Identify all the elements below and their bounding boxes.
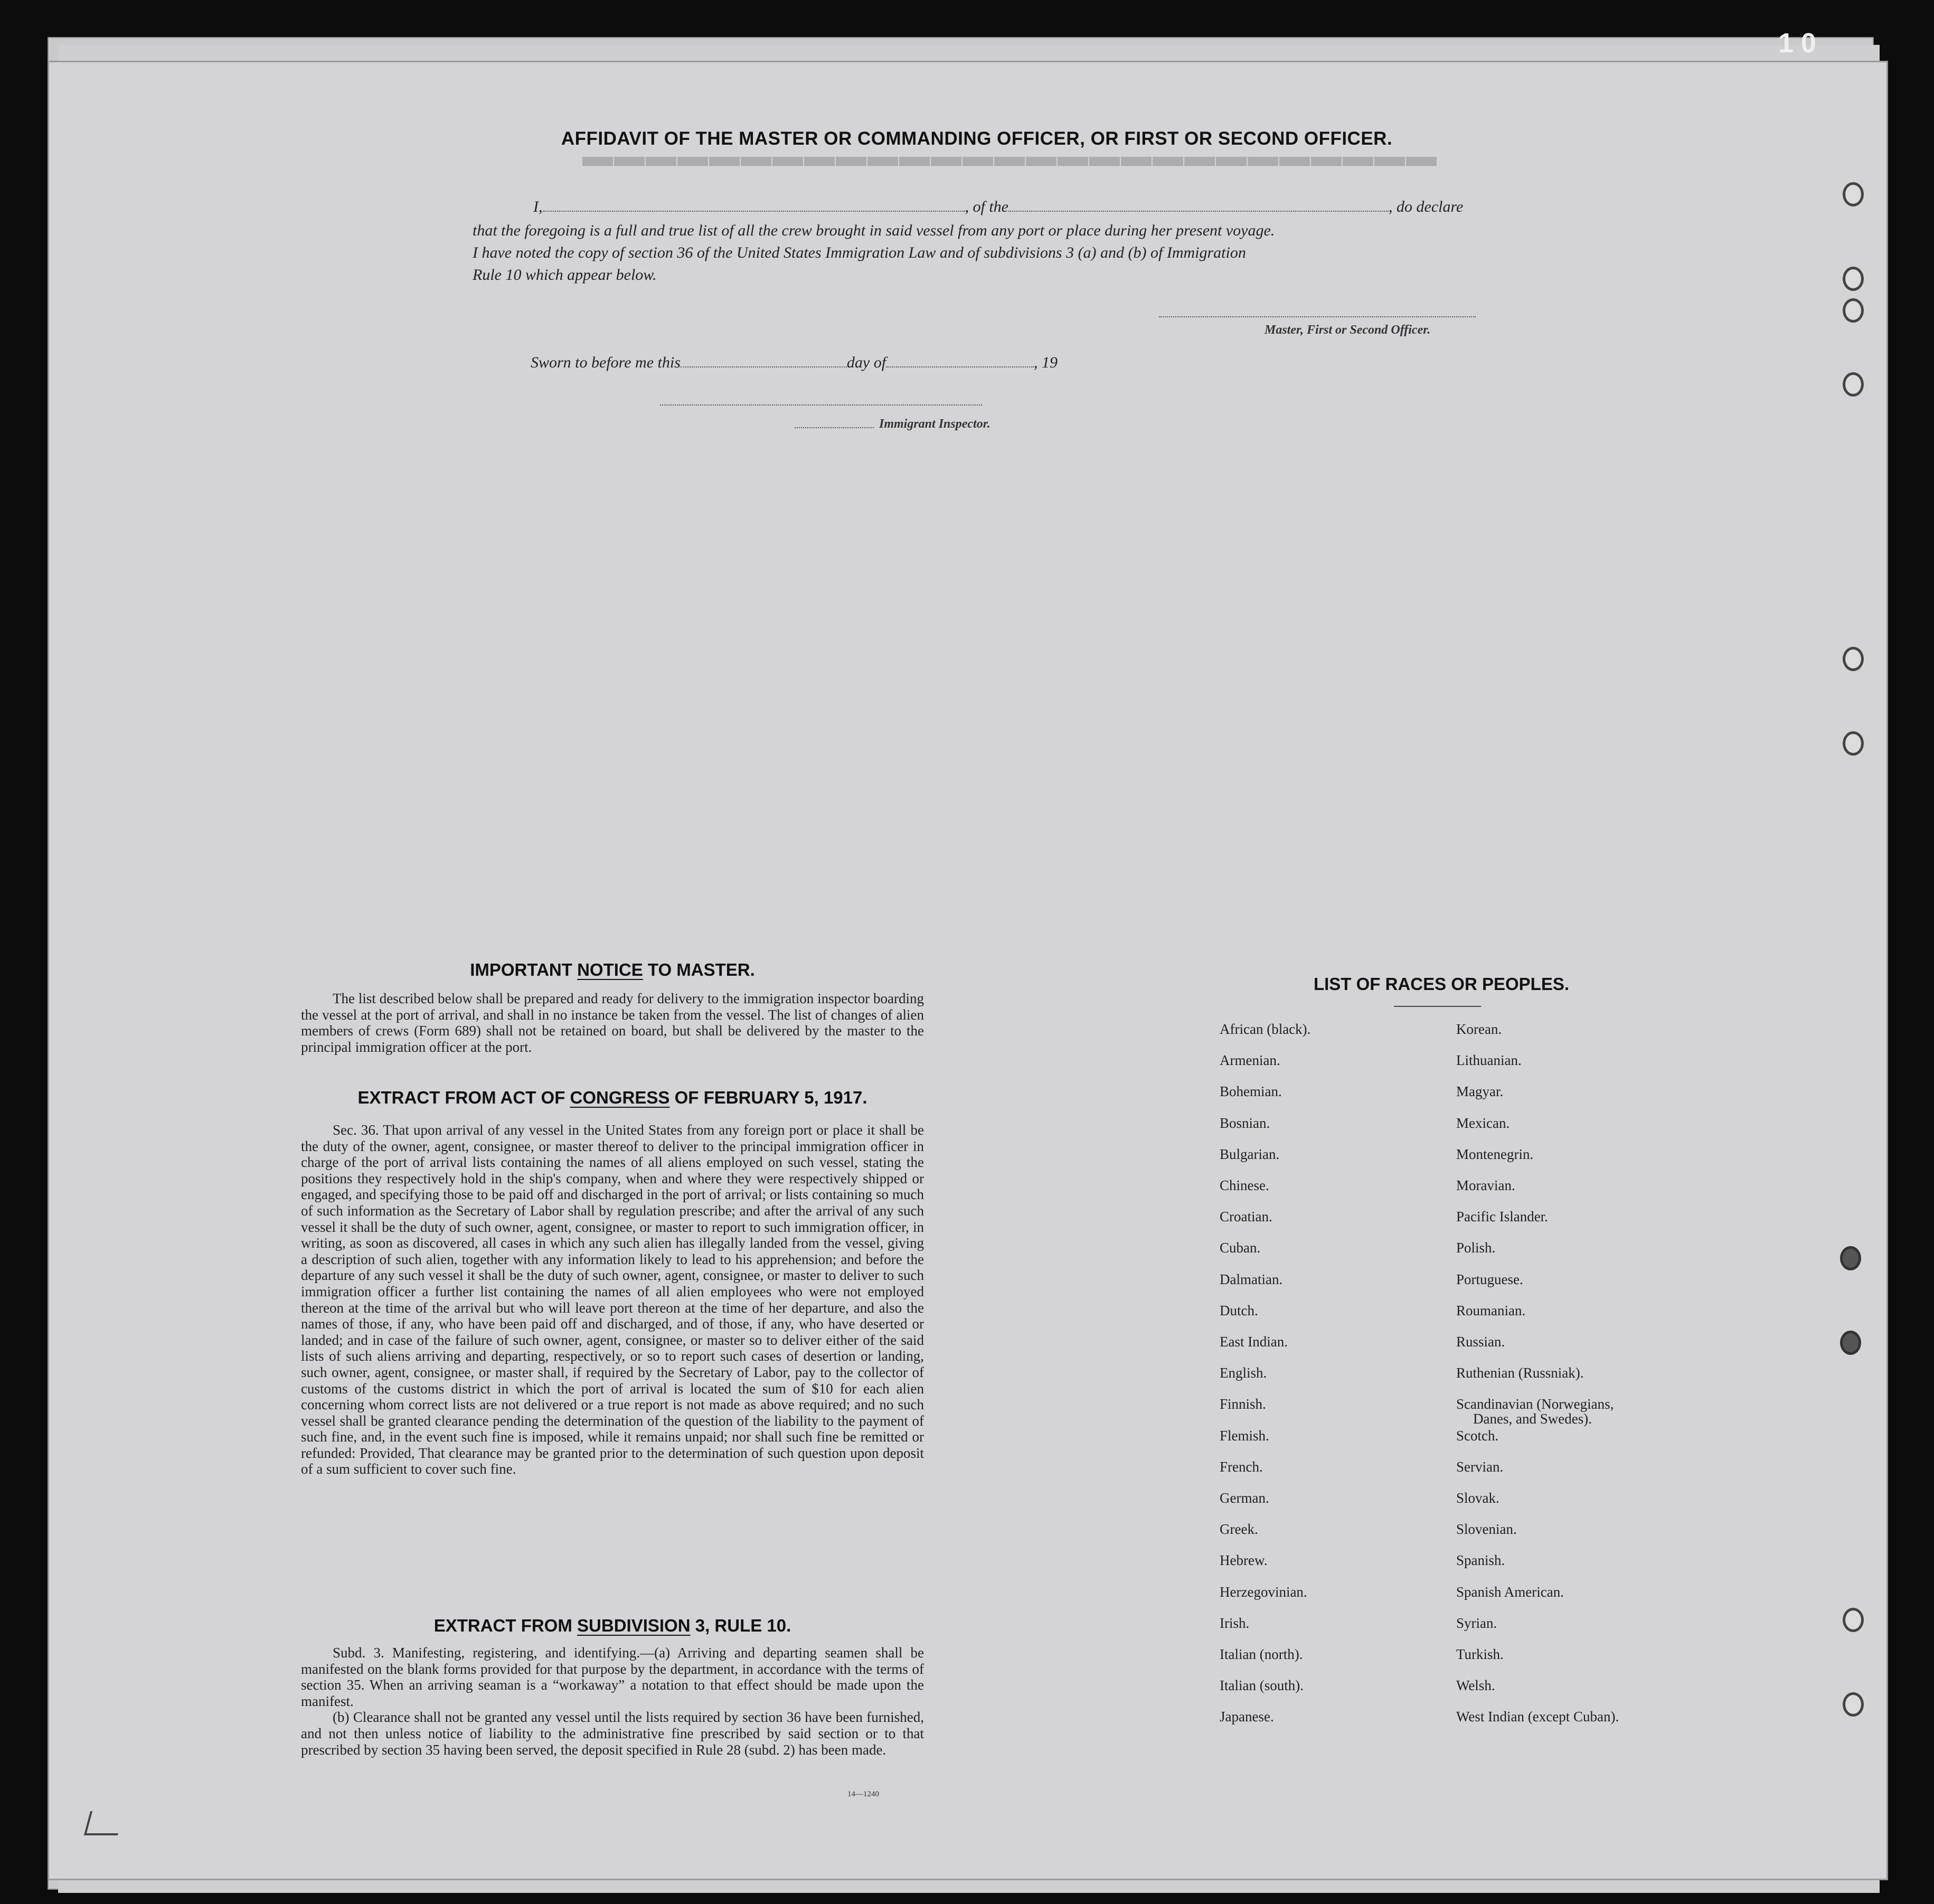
race-item: Bohemian. xyxy=(1220,1083,1282,1100)
race-item: Mexican. xyxy=(1456,1115,1510,1131)
vessel-blank[interactable] xyxy=(1008,210,1389,212)
affidavit-line-2: that the foregoing is a full and true list of all the crew brought in said vessel from any port or place during her present voyage. xyxy=(473,222,1275,239)
affidavit-line-4: Rule 10 which appear below. xyxy=(473,266,657,284)
affidavit-of-the: , of the xyxy=(965,198,1008,215)
race-item: Dutch. xyxy=(1220,1302,1258,1318)
binder-hole xyxy=(1840,1331,1861,1355)
rule-subd-b: (b) Clearance shall not be granted any vessel until the lists required by section 36 have been furnished, and not then unless notice of liability to the administrative fine prescribed by said section or to that prescribed by section 35 having been served, the deposit specified in Rule 28 (subd. 2) has been made. xyxy=(301,1709,924,1758)
sworn-day-blank[interactable] xyxy=(681,366,847,367)
race-item: Armenian. xyxy=(1220,1052,1280,1069)
binder-hole xyxy=(1843,647,1864,671)
race-item: Magyar. xyxy=(1456,1083,1504,1100)
rule-subd-a: Subd. 3. Manifesting, registering, and identifying.—(a) Arriving and departing seamen shall be manifested on the blank forms provided for that purpose by the department, in accordance with the terms of section 35. When an arriving seaman is a “workaway” a notation to that effect should be made upon the manifest. xyxy=(301,1645,924,1709)
bleed-through-title: ▬▬▬▬▬▬▬▬▬▬▬▬▬▬▬▬▬▬▬▬▬▬▬▬▬▬▬ xyxy=(582,150,1438,184)
extract-rule-title: EXTRACT FROM SUBDIVISION 3, RULE 10. xyxy=(433,1616,791,1635)
sworn-month-blank[interactable] xyxy=(886,366,1034,367)
affidavit-do-declare: , do declare xyxy=(1389,198,1464,215)
affidavit-line-1 xyxy=(533,198,1463,216)
race-item: Herzegovinian. xyxy=(1220,1583,1307,1600)
races-title-rule xyxy=(1394,1006,1481,1007)
affidavit-title: AFFIDAVIT OF THE MASTER OR COMMANDING OFFICER, OR FIRST OR SECOND OFFICER. xyxy=(561,128,1393,149)
inspector-signature-label: Immigrant Inspector. xyxy=(879,417,990,431)
binder-hole xyxy=(1843,1692,1864,1717)
race-item: Portuguese. xyxy=(1456,1271,1523,1287)
race-item: Italian (south). xyxy=(1220,1677,1304,1694)
extract-act-title: EXTRACT FROM ACT OF CONGRESS OF FEBRUARY 5, 1917. xyxy=(357,1088,867,1107)
binder-hole xyxy=(1843,267,1864,291)
race-item: English. xyxy=(1220,1365,1267,1381)
race-item: Korean. xyxy=(1456,1021,1502,1037)
race-item: Cuban. xyxy=(1220,1240,1261,1256)
race-item: Japanese. xyxy=(1220,1709,1274,1725)
binder-hole xyxy=(1840,1246,1861,1270)
race-item: Danes, and Swedes). xyxy=(1473,1411,1592,1427)
race-item: Flemish. xyxy=(1220,1427,1269,1444)
name-blank[interactable] xyxy=(543,210,965,212)
race-item: Slovenian. xyxy=(1456,1521,1517,1538)
race-item: Syrian. xyxy=(1456,1615,1497,1631)
binder-hole xyxy=(1843,1608,1864,1632)
master-signature-line[interactable] xyxy=(1159,316,1476,317)
race-item: Russian. xyxy=(1456,1334,1505,1350)
race-item: Slovak. xyxy=(1456,1490,1499,1506)
race-item: Welsh. xyxy=(1456,1677,1495,1694)
race-item: Bosnian. xyxy=(1220,1115,1270,1131)
affidavit-line-3: I have noted the copy of section 36 of the United States Immigration Law and of subdivisions 3 (a) and (b) of Immigration xyxy=(473,244,1246,261)
form-number: 14—1240 xyxy=(847,1790,879,1798)
race-item: Pacific Islander. xyxy=(1456,1209,1548,1225)
sworn-year: , 19 xyxy=(1034,354,1058,371)
race-item: Croatian. xyxy=(1220,1209,1272,1225)
race-item: Scandinavian (Norwegians, xyxy=(1456,1396,1614,1412)
race-item: Spanish. xyxy=(1456,1552,1505,1569)
notice-title: IMPORTANT NOTICE TO MASTER. xyxy=(470,960,755,979)
sworn-day-of: day of xyxy=(846,354,886,371)
race-item: West Indian (except Cuban). xyxy=(1456,1709,1619,1725)
race-item: Spanish American. xyxy=(1456,1583,1564,1600)
race-item: Greek. xyxy=(1220,1521,1258,1538)
notice-text: The list described below shall be prepared and ready for delivery to the immigration inspector boarding the vessel at the port of arrival, and shall in no instance be taken from the vessel. The list of changes of alien members of crews (Form 689) shall not be retained on board, but shall be delivered by the master to the principal immigration officer at the port. xyxy=(301,991,924,1055)
race-item: Hebrew. xyxy=(1220,1552,1268,1569)
binder-hole xyxy=(1843,372,1864,397)
binder-hole xyxy=(1843,731,1864,756)
extract-rule-text xyxy=(301,1645,924,1758)
sworn-text: Sworn to before me this xyxy=(531,354,681,371)
race-item: Irish. xyxy=(1220,1615,1250,1631)
race-item: Chinese. xyxy=(1220,1177,1269,1193)
sworn-line xyxy=(531,354,1058,372)
race-item: Lithuanian. xyxy=(1456,1052,1522,1069)
pencil-mark xyxy=(84,1811,124,1835)
extract-act-text: Sec. 36. That upon arrival of any vessel in the United States from any foreign port or place it shall be the duty of the owner, agent, consignee, or master thereof to deliver to the principal immigration officer in charge of the port of arrival lists containing the names of all aliens employed on such vessel, stating the positions they respectively hold in the ship's company, when and where they were respectively shipped or engaged, and specifying those to be paid off and discharged in the port of arrival; or lists containing so much of such information as the Secretary of Labor shall by regulation prescribe; and after the arrival of any such vessel it shall be the duty of such owner, agent, consignee, or master to report to such immigration officer, in writing, as soon as discovered, all cases in which any such alien has illegally landed from the vessel, giving a description of such alien, together with any information likely to lead to his apprehension; and before the departure of any such vessel it shall be the duty of such owner, agent, consignee, or master to deliver to such immigration officer a further list containing the names of all alien employees who were not employed thereon at the time of the arrival but who will leave port thereon at the time of her departure, and also the names of those, if any, who have been paid off and discharged, and of those, if any, who have deserted or landed; and in case of the failure of such owner, agent, consignee, or master so to deliver either of the said lists of such aliens arriving and departing, respectively, or so to report such cases of desertion or landing, such owner, agent, consignee, or master shall, if required by the Secretary of Labor, pay to the collector of customs of the customs district in which the port of arrival is located the sum of $10 for each alien concerning whom correct lists are not delivered or a true report is not made as above required; and no such vessel shall be granted clearance pending the determination of the question of the liability to the payment of such fine, and, in the event such fine is imposed, while it remains unpaid; nor shall such fine be remitted or refunded: Provided, That clearance may be granted prior to the determination of such question upon deposit of a sum sufficient to cover such fine. xyxy=(301,1122,924,1477)
page-number-mark: 10 xyxy=(1778,28,1824,59)
race-item: Turkish. xyxy=(1456,1646,1504,1662)
race-item: Montenegrin. xyxy=(1456,1146,1534,1162)
race-item: Bulgarian. xyxy=(1220,1146,1280,1162)
race-item: Servian. xyxy=(1456,1458,1504,1475)
races-title: LIST OF RACES OR PEOPLES. xyxy=(1313,974,1570,994)
master-signature-label: Master, First or Second Officer. xyxy=(1265,323,1431,337)
binder-hole xyxy=(1843,298,1864,323)
race-item: Roumanian. xyxy=(1456,1302,1526,1318)
inspector-signature-line-2[interactable] xyxy=(795,427,874,428)
race-item: Italian (north). xyxy=(1220,1646,1303,1662)
race-item: Scotch. xyxy=(1456,1427,1499,1444)
race-item: Finnish. xyxy=(1220,1396,1266,1412)
race-item: East Indian. xyxy=(1220,1334,1288,1350)
affidavit-i: I, xyxy=(533,198,543,215)
race-item: Dalmatian. xyxy=(1220,1271,1283,1287)
race-item: Moravian. xyxy=(1456,1177,1515,1193)
race-item: French. xyxy=(1220,1458,1263,1475)
race-item: German. xyxy=(1220,1490,1269,1506)
inspector-signature-line[interactable] xyxy=(660,404,982,406)
binder-hole xyxy=(1843,182,1864,206)
race-item: Polish. xyxy=(1456,1240,1496,1256)
race-item: Ruthenian (Russniak). xyxy=(1456,1365,1584,1381)
race-item: African (black). xyxy=(1220,1021,1311,1037)
